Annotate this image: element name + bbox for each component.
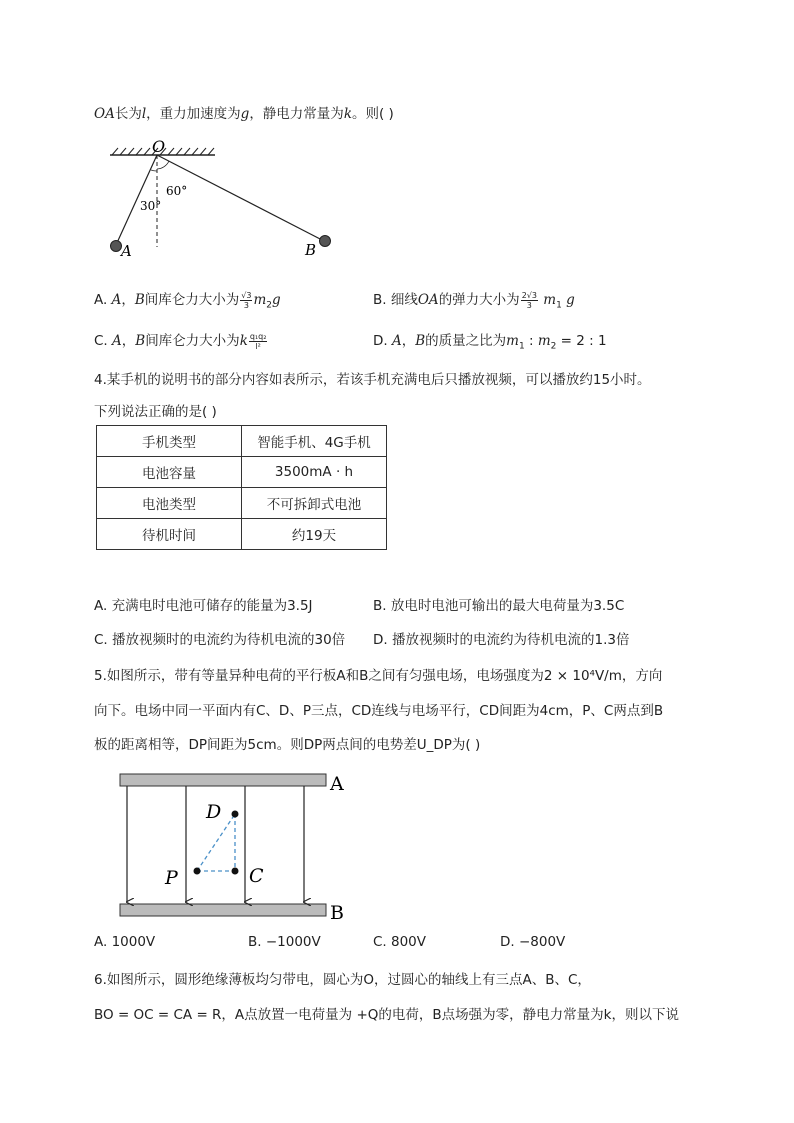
q5-option-b[interactable]: B. −1000V: [248, 934, 321, 950]
symbol-oa: OA: [94, 106, 115, 122]
text: = 2 : 1: [556, 333, 607, 349]
subscript: 1: [518, 341, 525, 352]
intro-text: ，静电力常量为: [249, 106, 344, 122]
table-cell: 智能手机、4G手机: [242, 426, 387, 457]
text: ，: [401, 333, 416, 349]
symbol-l: l: [141, 106, 147, 122]
denominator: l²: [255, 341, 261, 351]
text: B. 细线: [373, 292, 418, 308]
denominator: 3: [243, 300, 249, 310]
table-cell: 约19天: [242, 519, 387, 550]
label-p: P: [165, 867, 178, 889]
label-d: D: [206, 801, 222, 823]
symbol-k: k: [343, 106, 352, 122]
label-plate-b: B: [330, 902, 344, 922]
q4-option-d[interactable]: D. 播放视频时的电流约为待机电流的1.3倍: [373, 632, 630, 648]
label-c: C: [249, 865, 264, 887]
q6-line1: 6.如图所示，圆形绝缘薄板均匀带电，圆心为O，过圆心的轴线上有三点A、B、C，: [94, 972, 591, 988]
symbol: g: [566, 292, 575, 308]
text: C.: [94, 333, 113, 349]
q3-option-c[interactable]: [94, 329, 268, 351]
numerator: √3: [241, 290, 252, 300]
q5-option-d[interactable]: D. −800V: [500, 934, 566, 950]
table-row: [97, 457, 387, 488]
q3-option-d[interactable]: [373, 329, 607, 352]
text: 间库仑力大小为: [144, 292, 240, 308]
table-cell: 待机时间: [97, 519, 242, 550]
label-30: 30°: [140, 199, 162, 213]
subscript: 1: [556, 300, 562, 311]
symbol: B: [415, 333, 426, 349]
table-cell: 电池类型: [97, 488, 242, 519]
q5-line1: 5.如图所示，带有等量异种电荷的平行板A和B之间有匀强电场，电场强度为2 × 10⁴V/m，方向: [94, 668, 663, 684]
symbol: g: [272, 292, 281, 308]
table-cell: 手机类型: [97, 426, 242, 457]
symbol: A: [112, 333, 122, 349]
q5-line2: 向下。电场中同一平面内有C、D、P三点，CD连线与电场平行，CD间距为4cm，P、C两点到B: [94, 703, 664, 719]
q4-option-a[interactable]: A. 充满电时电池可储存的能量为3.5J: [94, 598, 313, 614]
q6-line2: BO = OC = CA = R，A点放置一电荷量为 +Q的电荷，B点场强为零，静电力常量为k，则以下说: [94, 1007, 679, 1023]
intro-text: 长为: [114, 106, 142, 122]
electric-field-figure: [110, 766, 370, 922]
q5-option-c[interactable]: C. 800V: [373, 934, 427, 950]
q4-line1: 4.某手机的说明书的部分内容如表所示，若该手机充满电后只播放视频，可以播放约15小时。: [94, 372, 651, 388]
text: 的弹力大小为: [438, 292, 520, 308]
pendulum-figure: [100, 135, 350, 265]
symbol: A: [391, 333, 402, 349]
symbol: m: [538, 292, 557, 308]
table-row: [97, 426, 387, 457]
table-row: [97, 488, 387, 519]
intro-text: ，重力加速度为: [146, 106, 241, 122]
fraction: [249, 332, 268, 351]
text: D.: [373, 333, 392, 349]
symbol-g: g: [240, 106, 250, 122]
text: :: [524, 333, 538, 349]
symbol: OA: [417, 292, 439, 308]
subscript: 2: [550, 341, 557, 352]
symbol: B: [135, 333, 146, 349]
symbol: m: [537, 333, 551, 349]
text: ，: [121, 292, 135, 308]
table-cell: 3500mA · h: [242, 457, 387, 488]
symbol: m: [253, 292, 267, 308]
phone-spec-table: [96, 425, 387, 550]
numerator: 2√3: [521, 290, 537, 300]
fraction: [521, 291, 538, 310]
symbol: m: [506, 333, 519, 349]
label-o: O: [152, 137, 166, 156]
q3-intro: [94, 102, 394, 122]
table-cell: 电池容量: [97, 457, 242, 488]
label-a: A: [121, 242, 132, 260]
denominator: 3: [526, 300, 532, 310]
q4-line2: 下列说法正确的是( ): [94, 404, 217, 420]
symbol: A: [111, 292, 122, 308]
q4-option-c[interactable]: C. 播放视频时的电流约为待机电流的30倍: [94, 632, 346, 648]
intro-text: 。则( ): [352, 106, 394, 122]
q4-option-b[interactable]: B. 放电时电池可输出的最大电荷量为3.5C: [373, 598, 625, 614]
table-cell: 不可拆卸式电池: [242, 488, 387, 519]
label-60: 60°: [166, 184, 188, 198]
label-b: B: [305, 241, 317, 259]
text: 间库仑力大小为: [145, 333, 240, 349]
q5-option-a[interactable]: A. 1000V: [94, 934, 156, 950]
subscript: 2: [266, 300, 272, 311]
symbol: B: [134, 292, 145, 308]
q3-option-a[interactable]: [94, 288, 281, 311]
q5-line3: 板的距离相等，DP间距为5cm。则DP两点间的电势差U_DP为( ): [94, 737, 481, 753]
numerator: q₁q₂: [249, 331, 267, 341]
text: ，: [121, 333, 136, 349]
fraction: [240, 291, 252, 310]
label-plate-a: A: [330, 773, 344, 795]
symbol: k: [239, 333, 248, 349]
table-row: [97, 519, 387, 550]
q3-option-b[interactable]: [373, 288, 575, 311]
text: A.: [94, 292, 112, 308]
text: 的质量之比为: [425, 333, 507, 349]
